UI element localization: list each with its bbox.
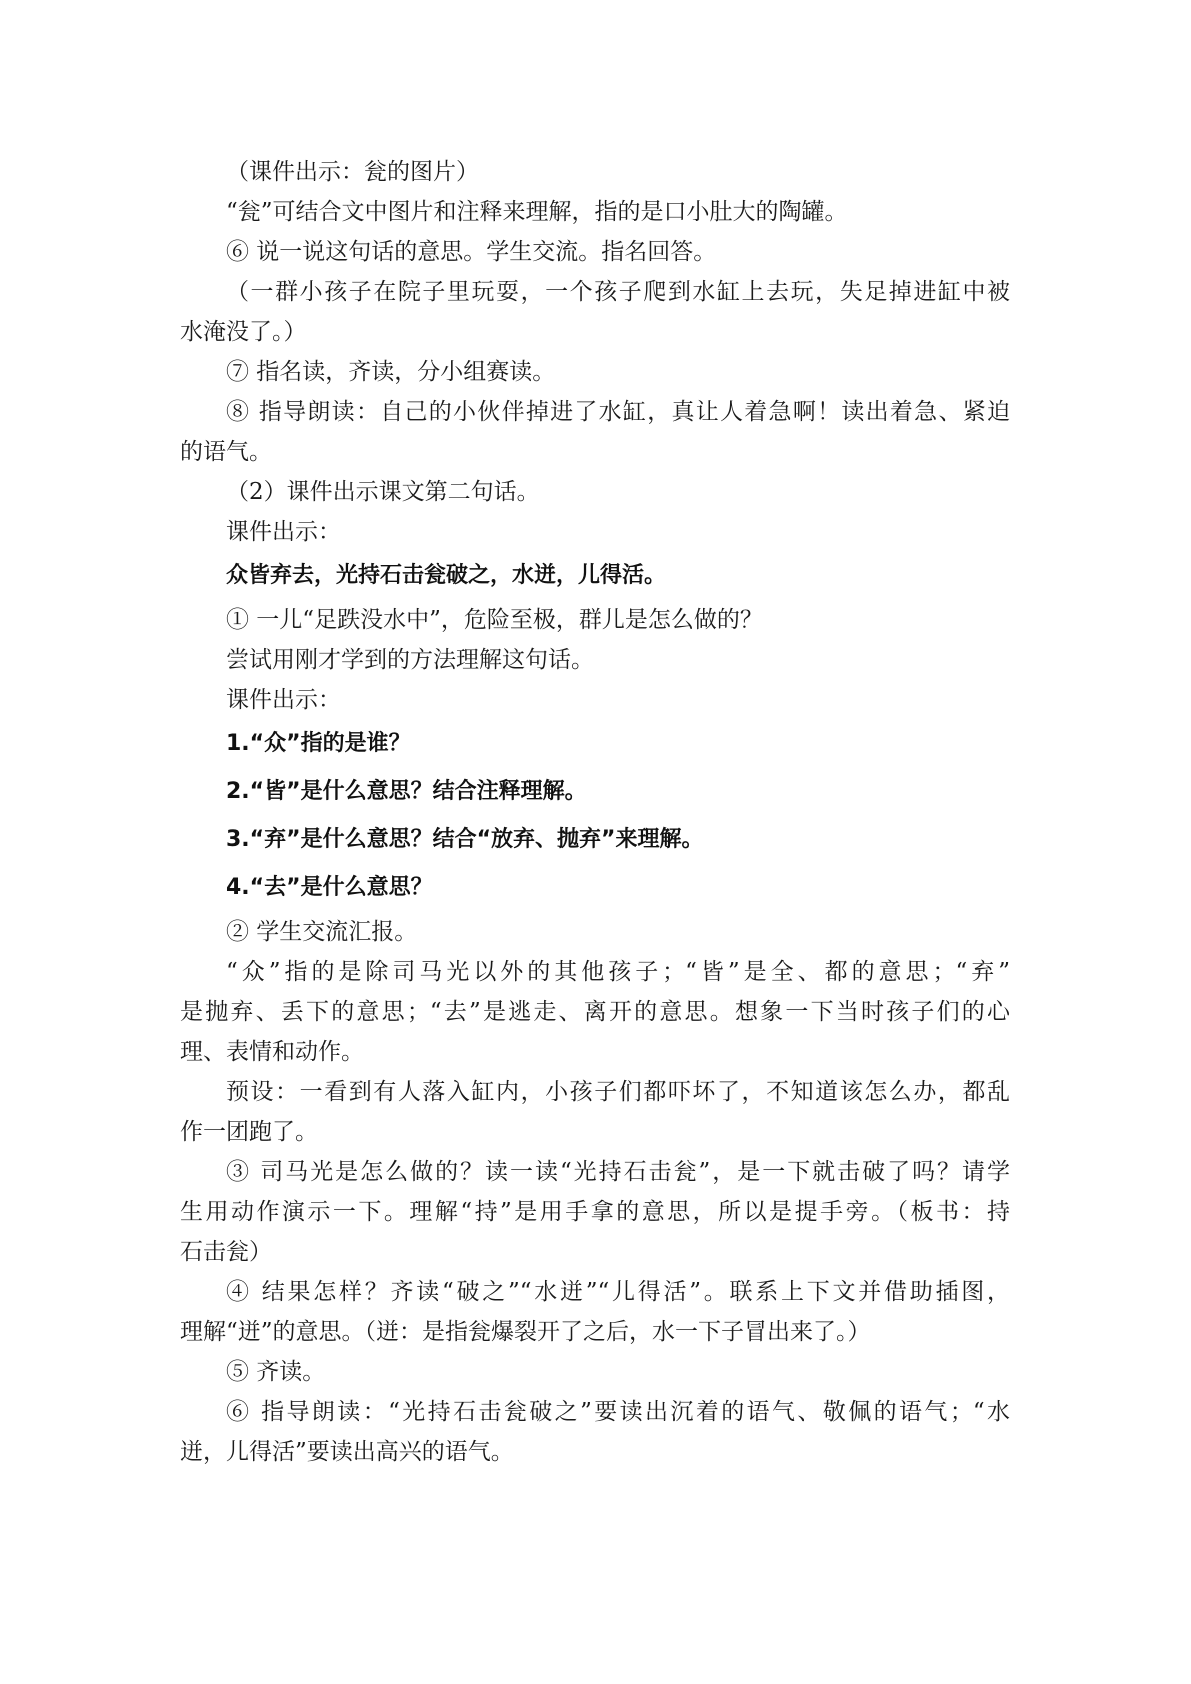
preset-line-1: 预设：一看到有人落入缸内，小孩子们都吓坏了，不知道该怎么办，都乱 <box>226 1079 1010 1105</box>
step-7-reading: ⑦ 指名读，齐读，分小组赛读。 <box>226 359 556 385</box>
question-item-3: 3.“弃”是什么意思？结合“放弃、抛弃”来理解。 <box>226 827 704 852</box>
question-item-4: 4.“去”是什么意思？ <box>226 875 433 900</box>
step-6-reading-guide-line-1: ⑥ 指导朗读：“光持石击瓮破之”要读出沉着的语气、敬佩的语气；“水 <box>226 1399 1010 1425</box>
step-5-read-together: ⑤ 齐读。 <box>226 1359 326 1385</box>
step-3-line-2: 生用动作演示一下。理解“持”是用手拿的意思，所以是提手旁。（板书：持 <box>180 1199 1010 1225</box>
preset-line-2: 作一团跑了。 <box>180 1119 318 1145</box>
courseware-label-2: 课件出示： <box>226 687 341 713</box>
classical-sentence: 众皆弃去，光持石击瓮破之，水迸，儿得活。 <box>226 563 667 588</box>
step-8-reading-guide-line-1: ⑧ 指导朗读：自己的小伙伴掉进了水缸，真让人着急啊！读出着急、紧迫 <box>226 399 1010 425</box>
courseware-note-vat-image: （课件出示：瓮的图片） <box>226 159 479 185</box>
method-instruction: 尝试用刚才学到的方法理解这句话。 <box>226 647 594 673</box>
step-4-line-2: 理解“迸”的意思。（迸：是指瓮爆裂开了之后，水一下子冒出来了。） <box>180 1319 871 1345</box>
word-meanings-line-1: “众”指的是除司马光以外的其他孩子；“皆”是全、都的意思；“弃” <box>226 959 1010 985</box>
step-6-reading-guide-line-2: 迸，儿得活”要读出高兴的语气。 <box>180 1439 514 1465</box>
step-3-line-3: 石击瓮） <box>180 1239 272 1265</box>
step-2-report: ② 学生交流汇报。 <box>226 919 418 945</box>
word-meanings-line-3: 理、表情和动作。 <box>180 1039 364 1065</box>
courseware-label: 课件出示： <box>226 519 341 545</box>
section-2-heading: （2）课件出示课文第二句话。 <box>226 479 540 505</box>
vat-explanation: “瓮”可结合文中图片和注释来理解，指的是口小肚大的陶罐。 <box>226 199 848 225</box>
step-8-reading-guide-line-2: 的语气。 <box>180 439 272 465</box>
step-3-line-1: ③ 司马光是怎么做的？读一读“光持石击瓮”，是一下就击破了吗？请学 <box>226 1159 1010 1185</box>
sentence-meaning-line-1: （一群小孩子在院子里玩耍，一个孩子爬到水缸上去玩，失足掉进缸中被 <box>226 279 1010 305</box>
word-meanings-line-2: 是抛弃、丢下的意思；“去”是逃走、离开的意思。想象一下当时孩子们的心 <box>180 999 1010 1025</box>
question-item-2: 2.“皆”是什么意思？结合注释理解。 <box>226 779 587 804</box>
question-1-intro: ① 一儿“足跌没水中”，危险至极，群儿是怎么做的？ <box>226 607 763 633</box>
sentence-meaning-line-2: 水淹没了。） <box>180 319 307 345</box>
document-body <box>180 152 1010 1472</box>
step-4-line-1: ④ 结果怎样？齐读“破之”“水迸”“儿得活”。联系上下文并借助插图， <box>226 1279 1010 1305</box>
step-6-discuss: ⑥ 说一说这句话的意思。学生交流。指名回答。 <box>226 239 717 265</box>
question-item-1: 1.“众”指的是谁？ <box>226 731 411 756</box>
